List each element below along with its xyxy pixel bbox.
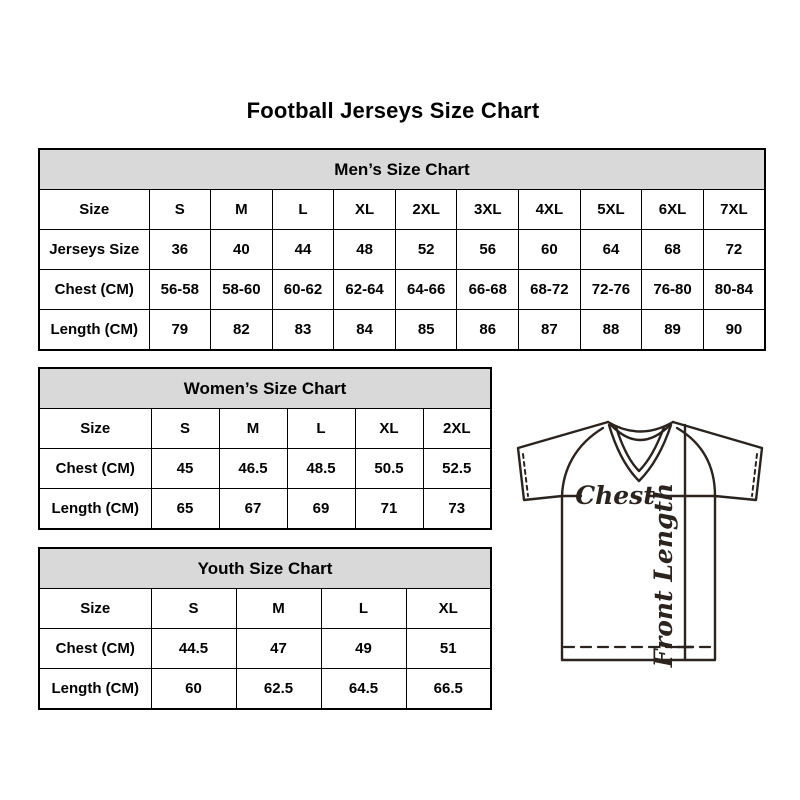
value-cell: 85 xyxy=(395,310,457,351)
value-cell: 47 xyxy=(236,629,321,669)
value-cell: 66-68 xyxy=(457,270,519,310)
table-row xyxy=(39,669,491,710)
table-row xyxy=(39,449,491,489)
table-title-row xyxy=(39,548,491,589)
value-cell: 73 xyxy=(423,489,491,530)
youth-table-title: Youth Size Chart xyxy=(39,548,491,589)
chest-label: Chest xyxy=(575,481,655,510)
value-cell: 86 xyxy=(457,310,519,351)
size-cell: 7XL xyxy=(703,190,765,230)
value-cell: 84 xyxy=(334,310,396,351)
value-cell: 72-76 xyxy=(580,270,642,310)
value-cell: 76-80 xyxy=(642,270,704,310)
value-cell: 71 xyxy=(355,489,423,530)
value-cell: 52 xyxy=(395,230,457,270)
row-header-cell: Length (CM) xyxy=(39,489,151,530)
value-cell: 88 xyxy=(580,310,642,351)
row-header-cell: Chest (CM) xyxy=(39,270,149,310)
value-cell: 62-64 xyxy=(334,270,396,310)
table-row xyxy=(39,409,491,449)
value-cell: 64-66 xyxy=(395,270,457,310)
table-title-row xyxy=(39,368,491,409)
value-cell: 60-62 xyxy=(272,270,334,310)
value-cell: 79 xyxy=(149,310,211,351)
value-cell: 87 xyxy=(519,310,581,351)
size-cell: 2XL xyxy=(423,409,491,449)
jersey-outline xyxy=(518,422,762,660)
size-cell: S xyxy=(149,190,211,230)
table-row xyxy=(39,589,491,629)
value-cell: 72 xyxy=(703,230,765,270)
value-cell: 46.5 xyxy=(219,449,287,489)
size-cell: M xyxy=(211,190,273,230)
size-cell: S xyxy=(151,409,219,449)
size-cell: L xyxy=(272,190,334,230)
size-cell: XL xyxy=(355,409,423,449)
value-cell: 90 xyxy=(703,310,765,351)
table-row xyxy=(39,310,765,351)
value-cell: 65 xyxy=(151,489,219,530)
value-cell: 49 xyxy=(321,629,406,669)
row-header-cell: Length (CM) xyxy=(39,669,151,710)
value-cell: 67 xyxy=(219,489,287,530)
womens-table-title: Women’s Size Chart xyxy=(39,368,491,409)
value-cell: 52.5 xyxy=(423,449,491,489)
mens-size-table xyxy=(38,148,766,351)
table-row xyxy=(39,270,765,310)
size-cell: 3XL xyxy=(457,190,519,230)
table-row xyxy=(39,230,765,270)
value-cell: 60 xyxy=(519,230,581,270)
size-cell: L xyxy=(287,409,355,449)
value-cell: 80-84 xyxy=(703,270,765,310)
value-cell: 68-72 xyxy=(519,270,581,310)
value-cell: 68 xyxy=(642,230,704,270)
value-cell: 56-58 xyxy=(149,270,211,310)
row-header-cell: Length (CM) xyxy=(39,310,149,351)
size-cell: 2XL xyxy=(395,190,457,230)
womens-size-table xyxy=(38,367,492,530)
value-cell: 44.5 xyxy=(151,629,236,669)
size-cell: 5XL xyxy=(580,190,642,230)
front-length-label: Front Length xyxy=(649,482,678,668)
front-length-line xyxy=(677,425,693,660)
value-cell: 58-60 xyxy=(211,270,273,310)
value-cell: 48 xyxy=(334,230,396,270)
value-cell: 69 xyxy=(287,489,355,530)
value-cell: 83 xyxy=(272,310,334,351)
size-cell: XL xyxy=(406,589,491,629)
value-cell: 66.5 xyxy=(406,669,491,710)
row-header-cell: Chest (CM) xyxy=(39,629,151,669)
value-cell: 48.5 xyxy=(287,449,355,489)
value-cell: 51 xyxy=(406,629,491,669)
table-title-row xyxy=(39,149,765,190)
row-header-cell: Size xyxy=(39,190,149,230)
value-cell: 40 xyxy=(211,230,273,270)
value-cell: 64.5 xyxy=(321,669,406,710)
value-cell: 45 xyxy=(151,449,219,489)
size-cell: 4XL xyxy=(519,190,581,230)
youth-size-table xyxy=(38,547,492,710)
size-cell: S xyxy=(151,589,236,629)
value-cell: 60 xyxy=(151,669,236,710)
value-cell: 36 xyxy=(149,230,211,270)
value-cell: 50.5 xyxy=(355,449,423,489)
row-header-cell: Jerseys Size xyxy=(39,230,149,270)
size-cell: M xyxy=(219,409,287,449)
table-row xyxy=(39,629,491,669)
size-cell: L xyxy=(321,589,406,629)
size-cell: M xyxy=(236,589,321,629)
row-header-cell: Size xyxy=(39,589,151,629)
value-cell: 89 xyxy=(642,310,704,351)
table-row xyxy=(39,489,491,530)
row-header-cell: Chest (CM) xyxy=(39,449,151,489)
value-cell: 82 xyxy=(211,310,273,351)
page-title: Football Jerseys Size Chart xyxy=(246,98,540,123)
value-cell: 44 xyxy=(272,230,334,270)
size-cell: 6XL xyxy=(642,190,704,230)
table-row xyxy=(39,190,765,230)
jersey-diagram xyxy=(505,400,775,680)
size-cell: XL xyxy=(334,190,396,230)
right-seam xyxy=(677,428,715,496)
value-cell: 64 xyxy=(580,230,642,270)
row-header-cell: Size xyxy=(39,409,151,449)
mens-table-title: Men’s Size Chart xyxy=(39,149,765,190)
value-cell: 62.5 xyxy=(236,669,321,710)
value-cell: 56 xyxy=(457,230,519,270)
